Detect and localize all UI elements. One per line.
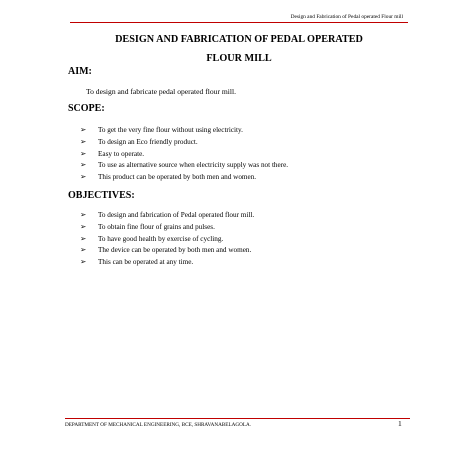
list-item xyxy=(80,148,288,160)
arrow-bullet-icon: ➢ xyxy=(80,221,87,231)
list-item-text: To have good health by exercise of cycling. xyxy=(98,234,224,243)
arrow-bullet-icon: ➢ xyxy=(80,233,87,243)
arrow-bullet-icon: ➢ xyxy=(80,136,87,146)
list-item-text: This can be operated at any time. xyxy=(98,258,194,267)
list-item-text: To obtain fine flour of grains and pulses. xyxy=(98,222,215,231)
scope-list xyxy=(80,124,288,183)
scope-heading: SCOPE: xyxy=(68,103,105,114)
header-rule xyxy=(70,22,408,23)
arrow-bullet-icon: ➢ xyxy=(80,257,87,267)
objectives-heading: OBJECTIVES: xyxy=(68,190,135,201)
title-line-2: FLOUR MILL xyxy=(206,53,272,64)
aim-text: To design and fabricate pedal operated flour mill. xyxy=(86,87,237,96)
title-line-1: DESIGN AND FABRICATION OF PEDAL OPERATED xyxy=(115,34,363,45)
footer-rule xyxy=(65,418,410,419)
list-item xyxy=(80,124,288,136)
list-item xyxy=(80,171,288,183)
list-item-text: Easy to operate. xyxy=(98,149,145,158)
document-title xyxy=(70,30,408,68)
objectives-list xyxy=(80,209,254,268)
running-header: Design and Fabrication of Pedal operated Flour mill xyxy=(290,14,403,20)
list-item-text: To use as alternative source when electricity supply was not there. xyxy=(98,161,289,170)
arrow-bullet-icon: ➢ xyxy=(80,210,87,219)
list-item-text: The device can be operated by both men and women. xyxy=(98,246,252,255)
list-item-text: This product can be operated by both men and women. xyxy=(98,173,257,182)
page-number: 1 xyxy=(398,419,402,428)
list-item-text: To get the very fine flour without using electricity. xyxy=(98,126,243,134)
arrow-bullet-icon: ➢ xyxy=(80,245,87,255)
list-item xyxy=(80,244,254,256)
arrow-bullet-icon: ➢ xyxy=(80,172,87,182)
arrow-bullet-icon: ➢ xyxy=(80,160,87,170)
list-item xyxy=(80,233,254,245)
list-item xyxy=(80,159,288,171)
list-item-text: To design and fabrication of Pedal operated flour mill. xyxy=(98,211,255,219)
list-item xyxy=(80,221,254,233)
arrow-bullet-icon: ➢ xyxy=(80,125,87,134)
list-item xyxy=(80,256,254,268)
arrow-bullet-icon: ➢ xyxy=(80,148,87,158)
list-item xyxy=(80,209,254,221)
footer-department: DEPARTMENT OF MECHANICAL ENGINEERING, BCE, SHRAVANABELAGOLA. xyxy=(65,422,252,428)
aim-heading: AIM: xyxy=(68,66,92,77)
list-item-text: To design an Eco friendly product. xyxy=(98,137,198,146)
list-item xyxy=(80,136,288,148)
